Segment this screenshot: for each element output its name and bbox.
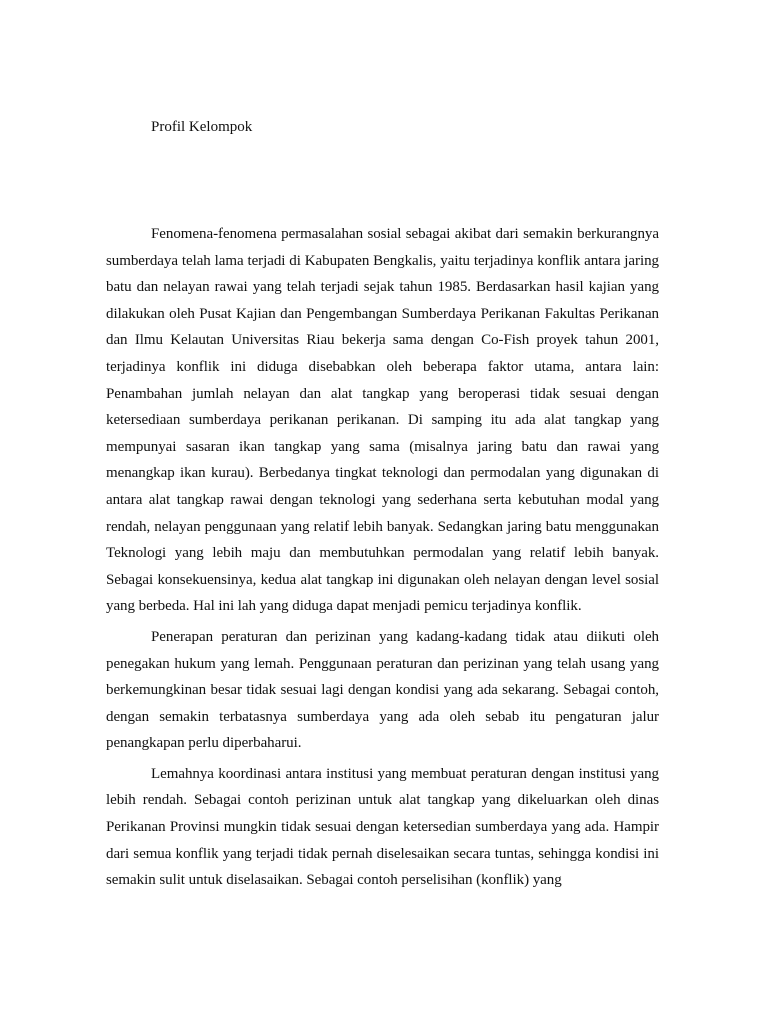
paragraph-2: Penerapan peraturan dan perizinan yang kadang-kadang tidak atau diikuti oleh penegakan hukum yang lemah. Penggunaan peraturan dan perizinan yang telah usang yang berkemungkinan besar tidak sesuai lagi dengan kondisi yang ada sekarang. Sebagai contoh, dengan semakin terbatasnya sumberdaya yang ada oleh sebab itu pengaturan jalur penangkapan perlu diperbaharui.	[106, 628, 659, 752]
document-heading: Profil Kelompok	[151, 119, 253, 135]
document-body	[106, 221, 659, 894]
paragraph-1: Fenomena-fenomena permasalahan sosial sebagai akibat dari semakin berkurangnya sumberdaya telah lama terjadi di Kabupaten Bengkalis, yaitu terjadinya konflik antara jaring batu dan nelayan rawai yang telah terjadi sejak tahun 1985. Berdasarkan hasil kajian yang dilakukan oleh Pusat Kajian dan Pengembangan Sumberdaya Perikanan Fakultas Perikanan dan Ilmu Kelautan Universitas Riau bekerja sama dengan Co-Fish proyek tahun 2001, terjadinya konflik ini diduga disebabkan oleh beberapa faktor utama, antara lain: Penambahan jumlah nelayan dan alat tangkap yang beroperasi tidak sesuai dengan ketersediaan sumberdaya perikanan perikanan. Di samping itu ada alat tangkap yang mempunyai sasaran ikan tangkap yang sama (misalnya jaring batu dan rawai yang menangkap ikan kurau). Berbedanya tingkat teknologi dan permodalan yang digunakan di antara alat tangkap rawai dengan teknologi yang sederhana serta kebutuhan modal yang rendah, nelayan penggunaan yang relatif lebih banyak. Sedangkan jaring batu menggunakan Teknologi yang lebih maju dan membutuhkan permodalan yang relatif lebih banyak. Sebagai konsekuensinya, kedua alat tangkap ini digunakan oleh nelayan dengan level sosial yang berbeda. Hal ini lah yang diduga dapat menjadi pemicu terjadinya konflik.	[106, 226, 659, 615]
paragraph-3: Lemahnya koordinasi antara institusi yang membuat peraturan dengan institusi yang lebih rendah. Sebagai contoh perizinan untuk alat tangkap yang dikeluarkan oleh dinas Perikanan Provinsi mungkin tidak sesuai dengan ketersedian sumberdaya yang ada. Hampir dari semua konflik yang terjadi tidak pernah diselesaikan secara tuntas, sehingga kondisi ini semakin sulit untuk diselasaikan. Sebagai contoh perselisihan (konflik) yang	[106, 765, 659, 889]
